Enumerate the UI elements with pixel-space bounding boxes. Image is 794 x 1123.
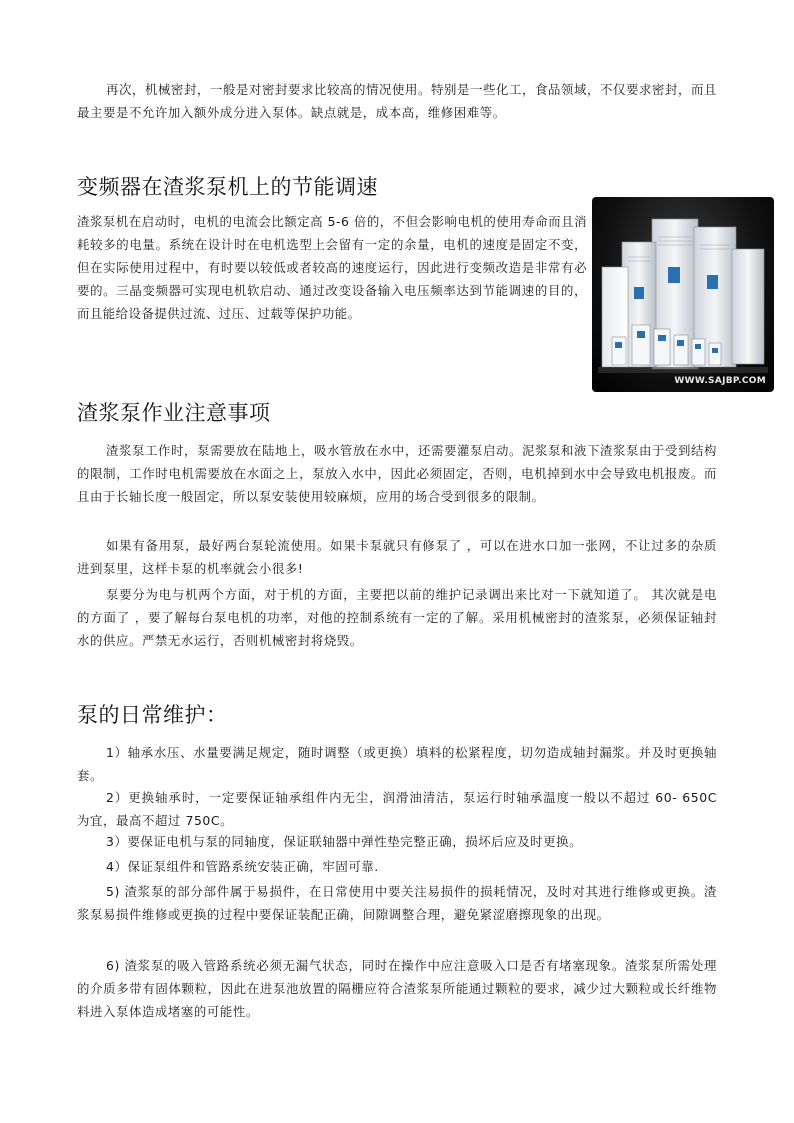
inverter-product-photo [592, 197, 774, 392]
maintenance-item-5: 5) 渣浆泵的部分部件属于易损件，在日常使用中要关注易损件的损耗情况，及时对其进行维修或更换。渣浆泵易损件维修或更换的过程中要保证装配正确，间隙调整合理，避免紧涩磨擦现象的出现。 [77, 884, 717, 922]
paragraph-precautions-2: 如果有备用泵，最好两台泵轮流使用。如果卡泵就只有修泵了 ，可以在进水口加一张网，不让过多的杂质进到泵里，这样卡泵的机率就会小很多! [77, 538, 717, 576]
maintenance-item-1: 1）轴承水压、水量要满足规定，随时调整（或更换）填料的松紧程度，切勿造成轴封漏浆。并及时更换轴套。 [77, 745, 717, 783]
maintenance-item-4: 4）保证泵组件和管路系统安装正确，牢固可靠. [106, 859, 379, 874]
inverter-cabinets-illustration [592, 197, 774, 392]
section-heading-inverter: 变频器在渣浆泵机上的节能调速 [77, 175, 378, 199]
section-heading-maintenance: 泵的日常维护： [77, 703, 228, 727]
photo-caption: WWW.SAJBP.COM [674, 376, 766, 386]
section-heading-precautions: 渣浆泵作业注意事项 [77, 401, 271, 425]
maintenance-item-2: 2）更换轴承时，一定要保证轴承组件内无尘，润滑油清洁，泵运行时轴承温度一般以不超过 60- 650C 为宜，最高不超过 750C。 [77, 790, 717, 828]
paragraph-precautions-1: 渣浆泵工作时，泵需要放在陆地上，吸水管放在水中，还需要灌泵启动。泥浆泵和液下渣浆泵由于受到结构的限制，工作时电机需要放在水面之上，泵放入水中，因此必须固定，否则，电机掉到水中会导致电机报废。而且由于长轴长度一般固定，所以泵安装使用较麻烦，应用的场合受到很多的限制。 [77, 443, 717, 504]
paragraph-mechanical-seal: 再次，机械密封，一般是对密封要求比较高的情况使用。特别是一些化工，食品领域，不仅要求密封，而且最主要是不允许加入额外成分进入泵体。缺点就是，成本高，维修困难等。 [77, 82, 717, 120]
paragraph-inverter: 渣浆泵机在启动时，电机的电流会比额定高 5-6 倍的，不但会影响电机的使用寿命而且消耗较多的电量。系统在设计时在电机选型上会留有一定的余量，电机的速度是固定不变，但在实际使用过程中，有时要以较低或者较高的速度运行，因此进行变频改造是非常有必要的。三晶变频器可实现电机软启动、通过改变设备输入电压频率达到节能调速的目的，而且能给设备提供过流、过压、过载等保护功能。 [77, 214, 587, 321]
maintenance-item-6: 6) 渣浆泵的吸入管路系统必须无漏气状态，同时在操作中应注意吸入口是否有堵塞现象。渣浆泵所需处理的介质多带有固体颗粒，因此在进泵池放置的隔栅应符合渣浆泵所能通过颗粒的要求，减少过大颗粒或长纤维物料进入泵体造成堵塞的可能性。 [77, 958, 717, 1019]
paragraph-precautions-3: 泵要分为电与机两个方面，对于机的方面，主要把以前的维护记录调出来比对一下就知道了。 其次就是电的方面了 ，要了解每台泵电机的功率，对他的控制系统有一定的了解。采用机械密封的渣浆泵，必须保证轴封水的供应。严禁无水运行，否则机械密封将烧毁。 [77, 587, 717, 648]
maintenance-item-3: 3）要保证电机与泵的同轴度，保证联轴器中弹性垫完整正确，损坏后应及时更换。 [106, 834, 583, 849]
